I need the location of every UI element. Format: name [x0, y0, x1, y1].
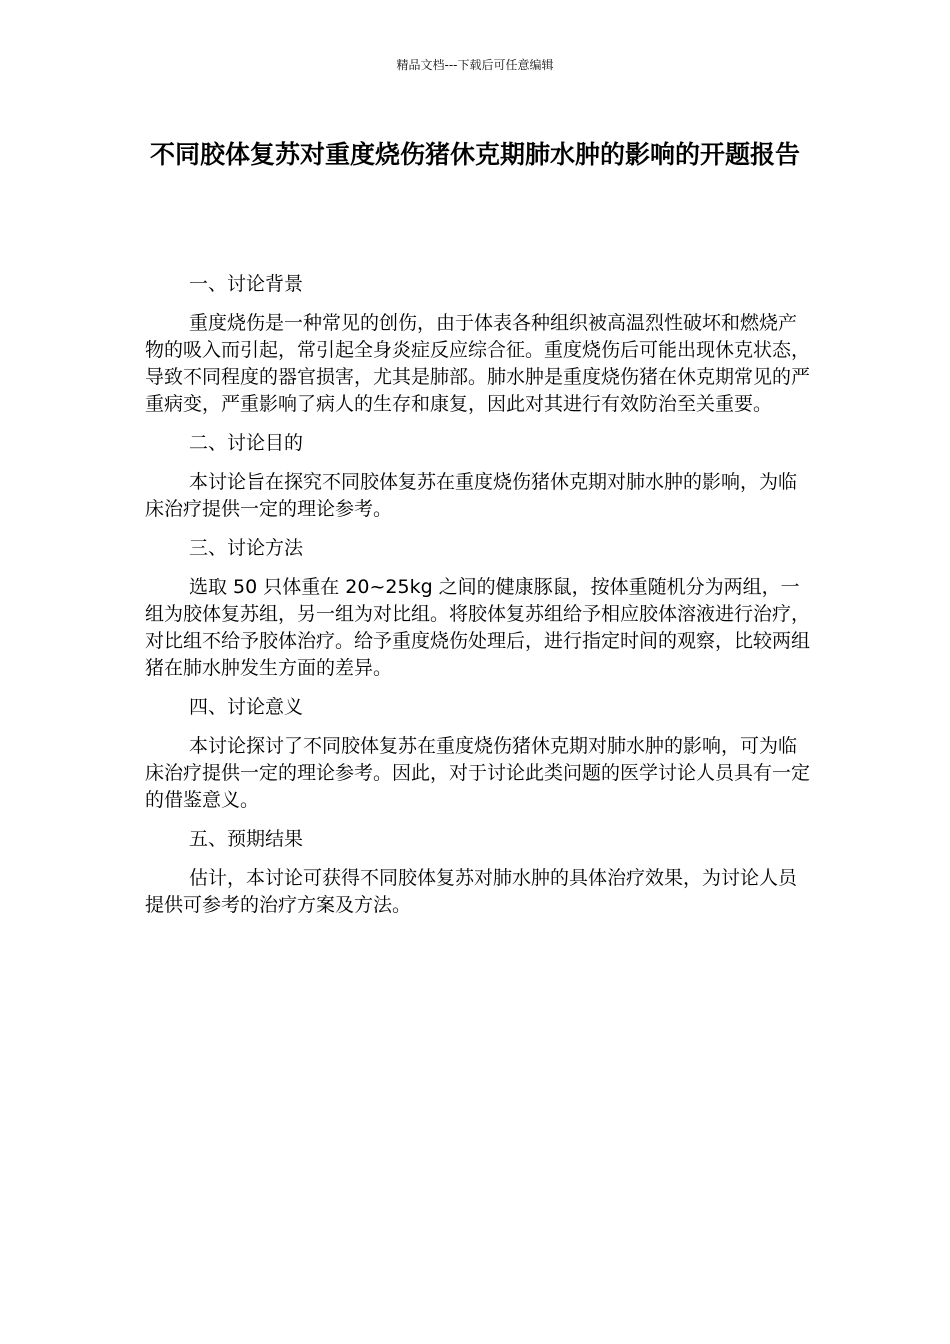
- section-paragraph: 估计，本讨论可获得不同胶体复苏对肺水肿的具体治疗效果，为讨论人员提供可参考的治疗方案及方法。: [145, 867, 798, 916]
- section-paragraph: 重度烧伤是一种常见的创伤，由于体表各种组织被高温烈性破坏和燃烧产物的吸入而引起，常引起全身炎症反应综合征。重度烧伤后可能出现休克状态，导致不同程度的器官损害，尤其是肺部。肺水肿是重度烧伤猪在休克期常见的严重病变，严重影响了病人的生存和康复，因此对其进行有效防治至关重要。: [145, 312, 811, 415]
- section-paragraph: 本讨论探讨了不同胶体复苏在重度烧伤猪休克期对肺水肿的影响，可为临床治疗提供一定的理论参考。因此，对于讨论此类问题的医学讨论人员具有一定的借鉴意义。: [145, 735, 811, 811]
- section-heading: 五、预期结果: [189, 828, 304, 850]
- page-header: 精品文档---下载后可任意编辑: [396, 58, 554, 72]
- section-paragraph: 本讨论旨在探究不同胶体复苏在重度烧伤猪休克期对肺水肿的影响，为临床治疗提供一定的理论参考。: [145, 471, 798, 520]
- section-heading: 三、讨论方法: [189, 537, 304, 559]
- section-paragraph: 选取 50 只体重在 20~25kg 之间的健康豚鼠，按体重随机分为两组，一组为胶体复苏组，另一组为对比组。将胶体复苏组给予相应胶体溶液进行治疗，对比组不给予胶体治疗。给予重度烧伤处理后，进行指定时间的观察，比较两组猪在肺水肿发生方面的差异。: [145, 576, 811, 679]
- section-heading: 四、讨论意义: [189, 696, 304, 718]
- section-background: [145, 271, 815, 418]
- section-purpose: [145, 430, 815, 523]
- section-expected-results: [145, 826, 815, 919]
- section-heading: 一、讨论背景: [189, 273, 304, 295]
- document-title: 不同胶体复苏对重度烧伤猪休克期肺水肿的影响的开题报告: [149, 140, 800, 169]
- section-method: [145, 535, 815, 682]
- section-heading: 二、讨论目的: [189, 432, 304, 454]
- document-body: [145, 271, 815, 931]
- section-significance: [145, 694, 815, 814]
